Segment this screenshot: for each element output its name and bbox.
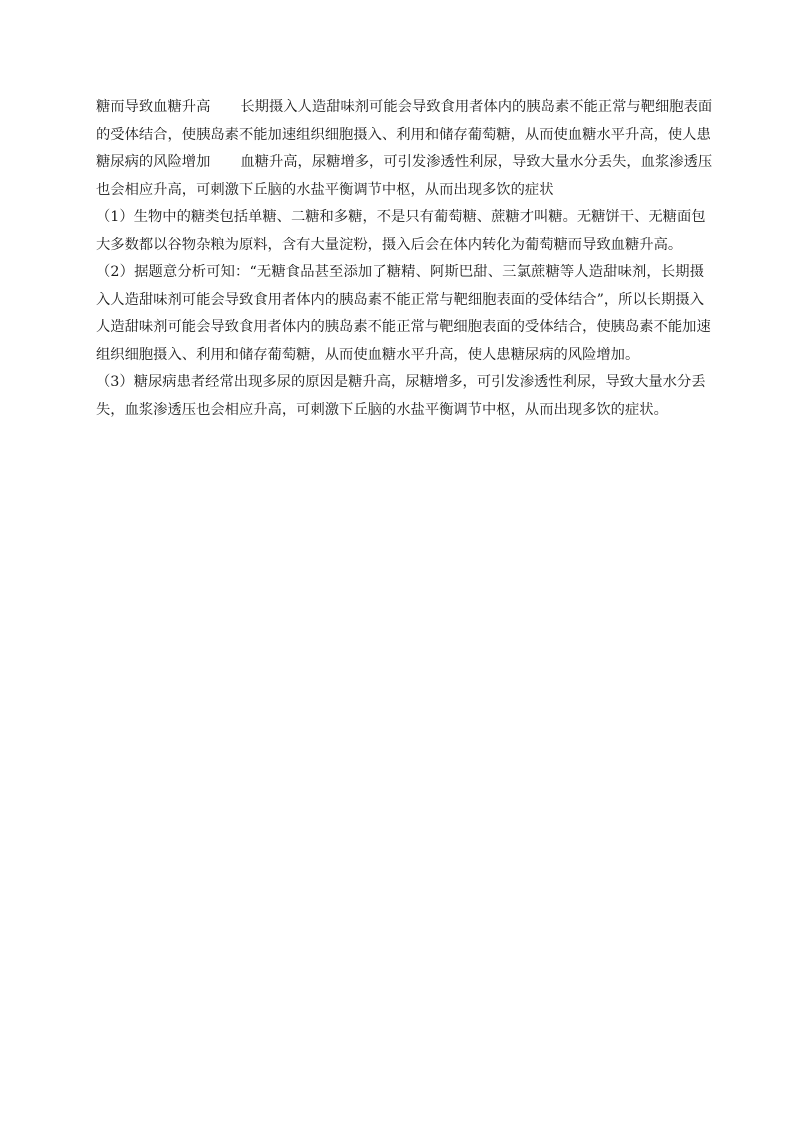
- analysis-line: 大多数都以谷物杂粮为原料，含有大量淀粉，摄入后会在体内转化为葡萄糖而导致血糖升高。: [96, 236, 683, 253]
- analysis-part-2: [96, 259, 711, 369]
- answer-text: 糖尿病的风险增加: [96, 154, 211, 170]
- analysis-line: （2）据题意分析可知：“无糖食品甚至添加了糖精、阿斯巴甜、三氯蔗糖等人造甜味剂，长期摄: [96, 264, 704, 280]
- analysis-line: 失，血浆渗透压也会相应升高，可刺激下丘脑的水盐平衡调节中枢，从而出现多饮的症状。: [96, 401, 668, 418]
- answer-line: [96, 94, 713, 122]
- answer-line: 也会相应升高，可刺激下丘脑的水盐平衡调节中枢，从而出现多饮的症状: [96, 181, 554, 198]
- answer-block: [96, 94, 713, 204]
- answer-line: [96, 149, 713, 177]
- analysis-part-3: [96, 369, 704, 424]
- answer-line: 的受体结合，使胰岛素不能加速组织细胞摄入、利用和储存葡萄糖，从而使血糖水平升高，使人患: [96, 126, 711, 143]
- answer-text: 血糖升高，尿糖增多，可引发渗透性利尿，导致大量水分丢失，血浆渗透压: [240, 154, 713, 170]
- analysis-line: 人造甜味剂可能会导致食用者体内的胰岛素不能正常与靶细胞表面的受体结合，使胰岛素不能加速: [96, 319, 711, 335]
- answer-text: 长期摄入人造甜味剂可能会导致食用者体内的胰岛素不能正常与靶细胞表面: [240, 99, 713, 115]
- analysis-line: （3）糖尿病患者经常出现多尿的原因是糖升高，尿糖增多，可引发渗透性利尿，导致大量水分丢: [96, 374, 706, 390]
- analysis-line: 入人造甜味剂可能会导致食用者体内的胰岛素不能正常与靶细胞表面的受体结合”，所以长期摄入: [96, 291, 704, 308]
- analysis-line: 组织细胞摄入、利用和储存葡萄糖，从而使血糖水平升高，使人患糖尿病的风险增加。: [96, 346, 640, 363]
- analysis-part-1: [96, 204, 704, 259]
- analysis-line: （1）生物中的糖类包括单糖、二糖和多糖，不是只有葡萄糖、蔗糖才叫糖。无糖饼干、无糖面包: [96, 209, 706, 225]
- document-page: [96, 94, 713, 424]
- answer-text: 糖而导致血糖升高: [96, 99, 211, 115]
